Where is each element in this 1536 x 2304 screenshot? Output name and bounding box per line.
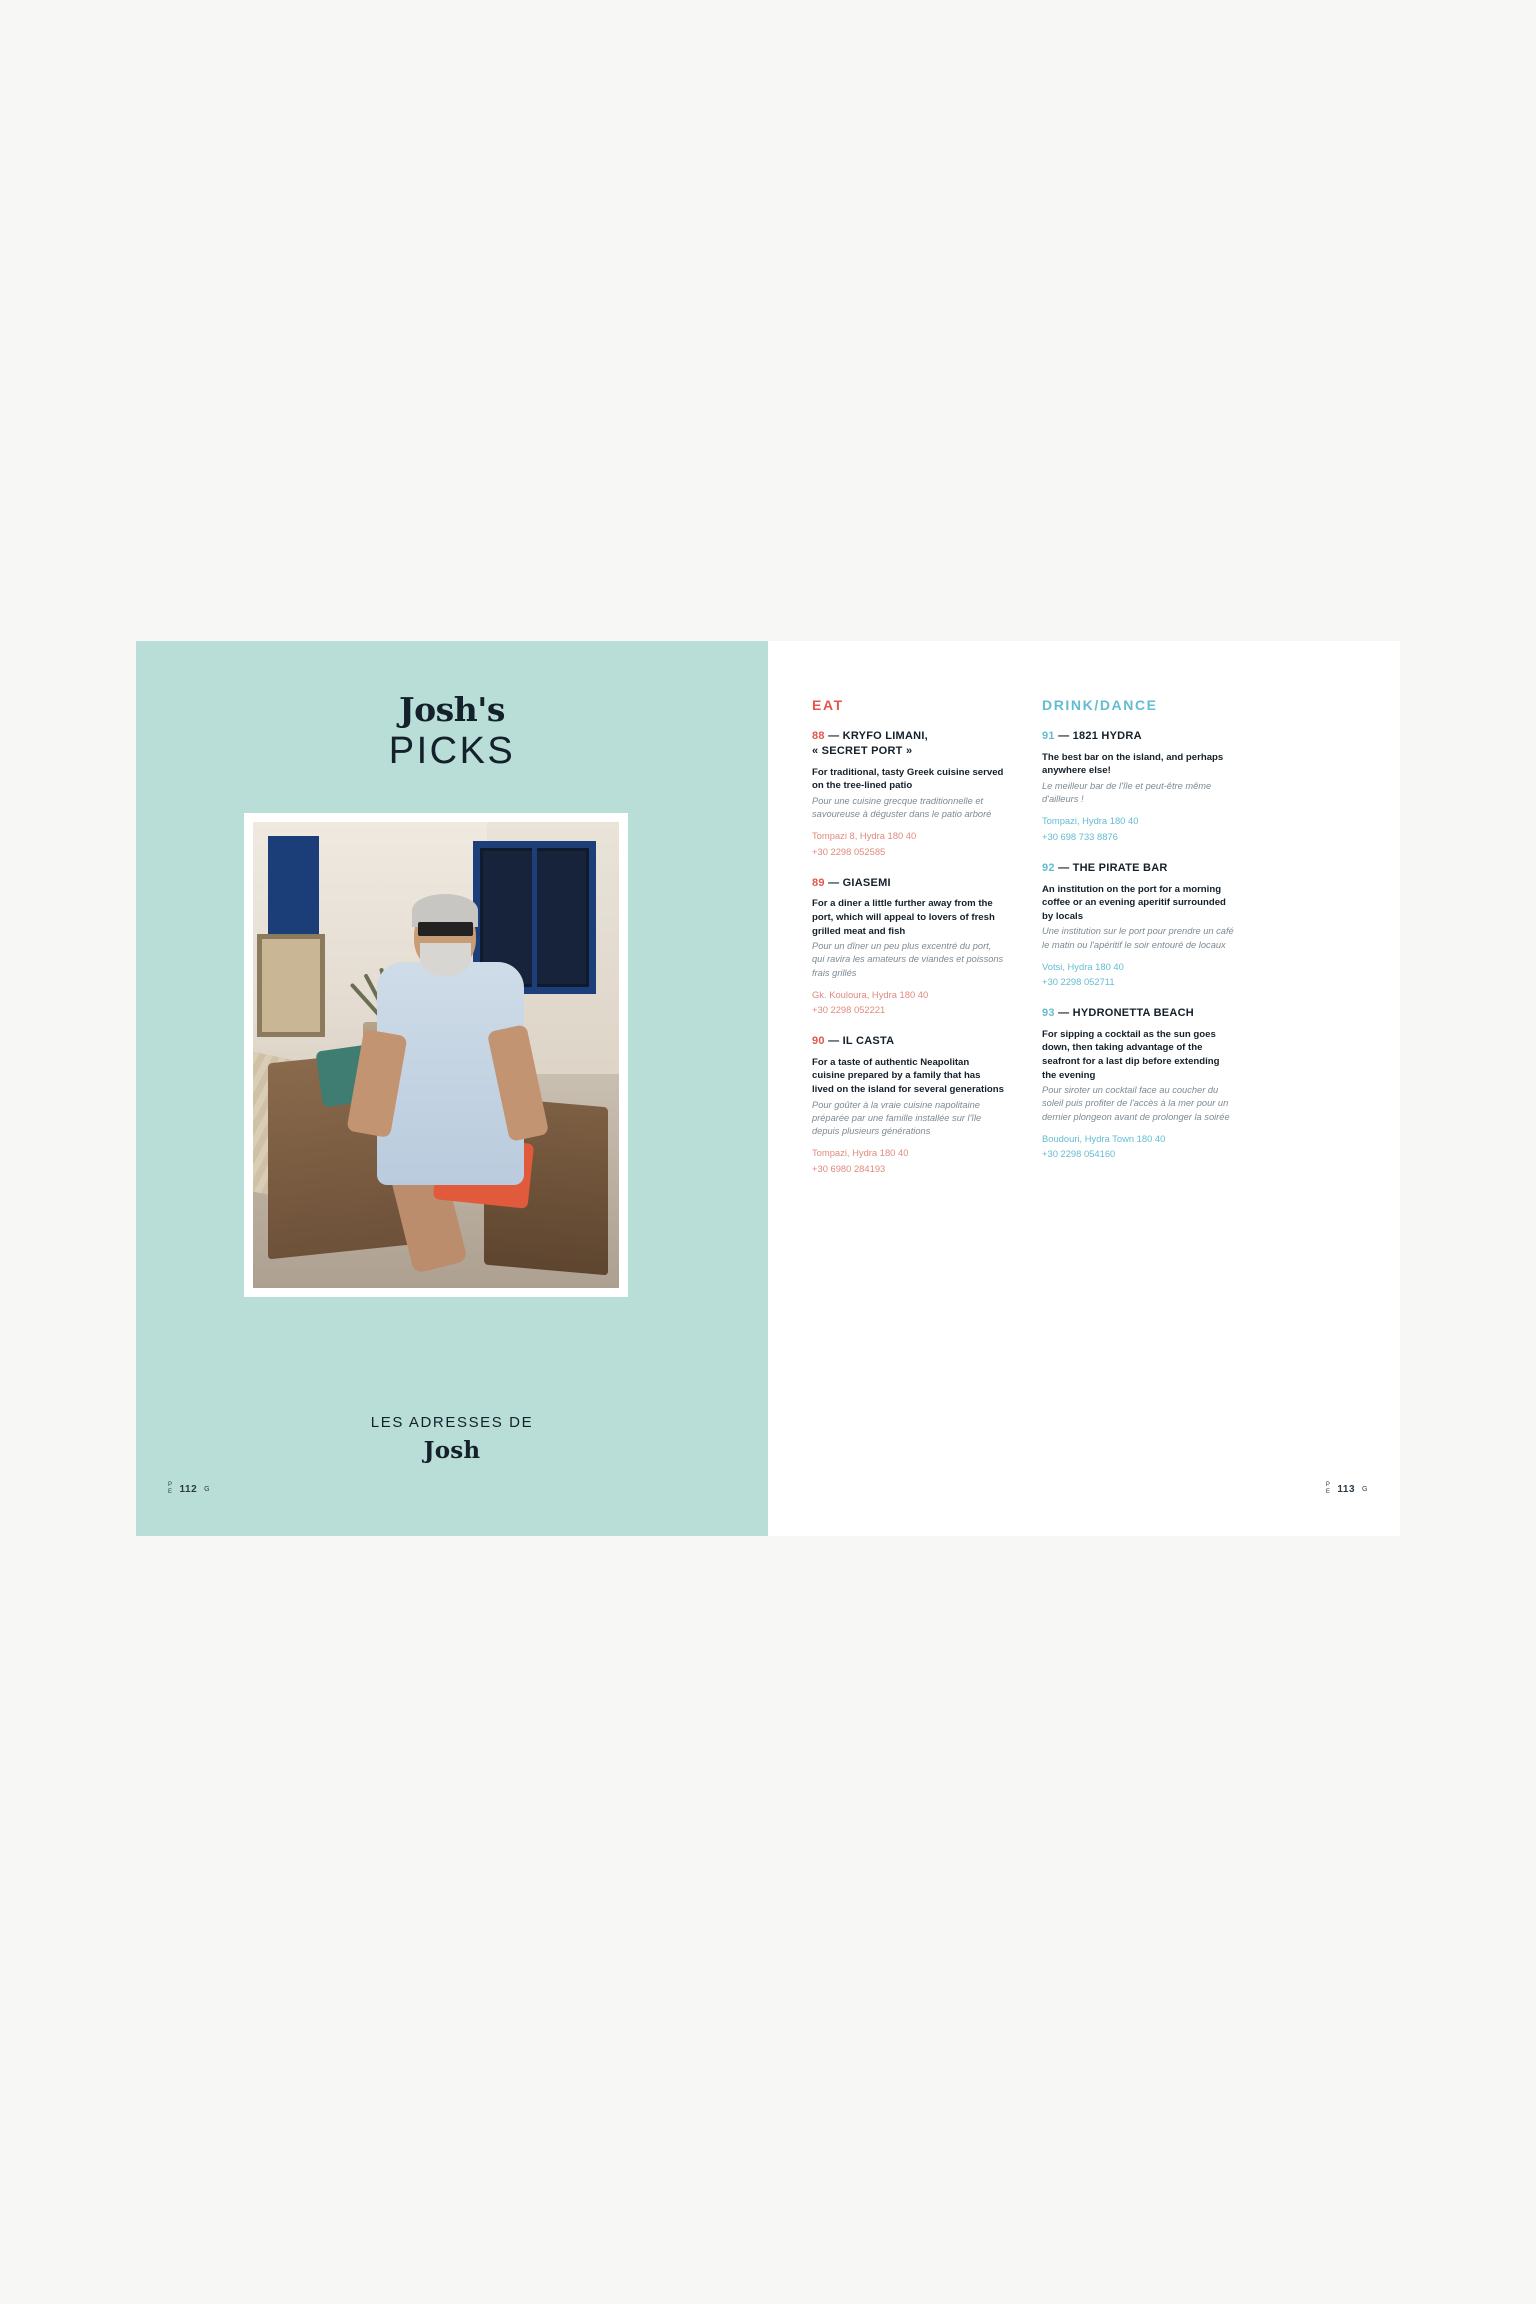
entry-number: 89 xyxy=(812,876,825,889)
entry-title: 92 — THE PIRATE BAR xyxy=(1042,861,1168,874)
sunglasses-icon xyxy=(418,922,473,936)
photo-shutter xyxy=(268,836,319,939)
entry-number: 93 xyxy=(1042,1006,1055,1019)
entry-title: 93 — HYDRONETTA BEACH xyxy=(1042,1006,1194,1019)
entry-phone[interactable]: +30 6980 284193 xyxy=(812,1162,886,1174)
page-number-right: 113 xyxy=(1337,1483,1356,1495)
entry-phone[interactable]: +30 2298 052711 xyxy=(1042,976,1115,988)
entry-address: Tompazi 8, Hydra 180 40 xyxy=(812,830,917,842)
entry-name: THE PIRATE BAR xyxy=(1072,861,1168,874)
entry-description-en: For a diner a little further away from the port, which will appeal to lovers of fresh grilled meat and fish xyxy=(812,898,995,937)
folio-right xyxy=(1326,1482,1368,1496)
folio-left xyxy=(168,1482,210,1496)
list-item xyxy=(812,876,1004,1017)
folio-left-bottom: E xyxy=(168,1489,173,1496)
entry-address: Boudouri, Hydra Town 180 40 xyxy=(1042,1132,1166,1144)
entry-address: Tompazi, Hydra 180 40 xyxy=(1042,815,1139,827)
book-spread xyxy=(136,641,1400,1536)
list-item xyxy=(1042,1006,1234,1161)
folio-right-right: G xyxy=(1362,1485,1368,1493)
column-eat xyxy=(812,697,1004,1193)
folio-left-top: P xyxy=(168,1482,173,1489)
folio-right-top: P xyxy=(1325,1482,1331,1489)
caption-subtitle: LES ADRESSES DE xyxy=(370,1414,534,1431)
entry-description-en: An institution on the port for a morning coffee or an evening aperitif surrounded by locals xyxy=(1042,883,1226,922)
entry-title: 89 — GIASEMI xyxy=(812,876,891,889)
entry-name: HYDRONETTA BEACH xyxy=(1072,1006,1194,1019)
entry-description-fr: Le meilleur bar de l'île et peut-être même d'ailleurs ! xyxy=(1042,781,1212,805)
entry-title: 88 — KRYFO LIMANI, « SECRET PORT » xyxy=(812,730,928,757)
portrait-photo xyxy=(253,822,619,1288)
photo-beard xyxy=(420,943,471,976)
entry-address: Gk. Kouloura, Hydra 180 40 xyxy=(812,988,929,1000)
entry-description-en: The best bar on the island, and perhaps anywhere else! xyxy=(1042,751,1224,777)
entry-description-fr: Pour goûter à la vraie cuisine napolitaine préparée par une famille installée sur l'île depuis plusieurs générations xyxy=(812,1099,982,1137)
entry-number: 90 xyxy=(812,1035,825,1048)
listing-columns xyxy=(812,697,1356,1193)
entry-address: Tompazi, Hydra 180 40 xyxy=(812,1147,909,1159)
entry-phone[interactable]: +30 2298 052221 xyxy=(812,1004,886,1016)
entry-description-fr: Pour une cuisine grecque traditionnelle et savoureuse à déguster dans le patio arboré xyxy=(812,795,992,820)
right-page xyxy=(768,641,1400,1536)
section-heading-eat: EAT xyxy=(812,697,844,713)
left-page-caption xyxy=(136,1414,768,1464)
entry-description-fr: Pour un dîner un peu plus excentré du port, qui ravira les amateurs de viandes et poissons frais grillés xyxy=(812,941,1004,978)
title-line-2: PICKS xyxy=(388,730,516,772)
photo-frame xyxy=(244,813,628,1297)
folio-left-right: G xyxy=(204,1485,211,1493)
left-page xyxy=(136,641,768,1536)
entry-description-en: For sipping a cocktail as the sun goes down, then taking advantage of the seafront for a last dip before extending the evening xyxy=(1042,1028,1220,1081)
entry-title: 91 — 1821 HYDRA xyxy=(1042,730,1142,742)
entry-name: IL CASTA xyxy=(842,1035,895,1048)
column-drink-dance xyxy=(1042,697,1234,1193)
folio-right-bottom: E xyxy=(1325,1489,1331,1496)
entry-phone[interactable]: +30 2298 054160 xyxy=(1042,1148,1116,1160)
photo-wall-picture xyxy=(257,934,326,1037)
list-item xyxy=(1042,861,1234,989)
page-title xyxy=(136,690,768,774)
list-item xyxy=(812,1034,1004,1175)
entry-number: 92 xyxy=(1042,861,1055,874)
page-number-left: 112 xyxy=(179,1483,198,1495)
entry-name: GIASEMI xyxy=(842,876,891,889)
entry-address: Votsi, Hydra 180 40 xyxy=(1042,960,1124,972)
entry-phone[interactable]: +30 2298 052585 xyxy=(812,845,886,857)
entry-description-fr: Pour siroter un cocktail face au coucher du soleil puis profiter de l'accès à la mer pour un dernier plongeon avant de prolonger la soirée xyxy=(1042,1085,1230,1122)
entry-title: 90 — IL CASTA xyxy=(812,1035,895,1048)
entry-name-line-2: « SECRET PORT » xyxy=(812,744,913,757)
title-line-1: Josh's xyxy=(399,690,505,729)
entry-name-line-1: KRYFO LIMANI, xyxy=(842,730,928,742)
entry-number: 88 xyxy=(812,730,825,742)
caption-name: Josh xyxy=(423,1437,481,1464)
entry-description-en: For a taste of authentic Neapolitan cuisine prepared by a family that has lived on the island for several generations xyxy=(812,1056,1004,1096)
entry-number: 91 xyxy=(1042,730,1055,742)
list-item xyxy=(812,729,1004,859)
entry-description-en: For traditional, tasty Greek cuisine served on the tree-lined patio xyxy=(812,766,1004,792)
entry-phone[interactable]: +30 698 733 8876 xyxy=(1042,831,1118,843)
list-item xyxy=(1042,729,1234,844)
section-heading-drink-dance: DRINK/DANCE xyxy=(1042,697,1158,713)
entry-name: 1821 HYDRA xyxy=(1072,730,1142,742)
entry-description-fr: Une institution sur le port pour prendre un café le matin ou l'apéritif le soir entouré de locaux xyxy=(1042,926,1234,950)
